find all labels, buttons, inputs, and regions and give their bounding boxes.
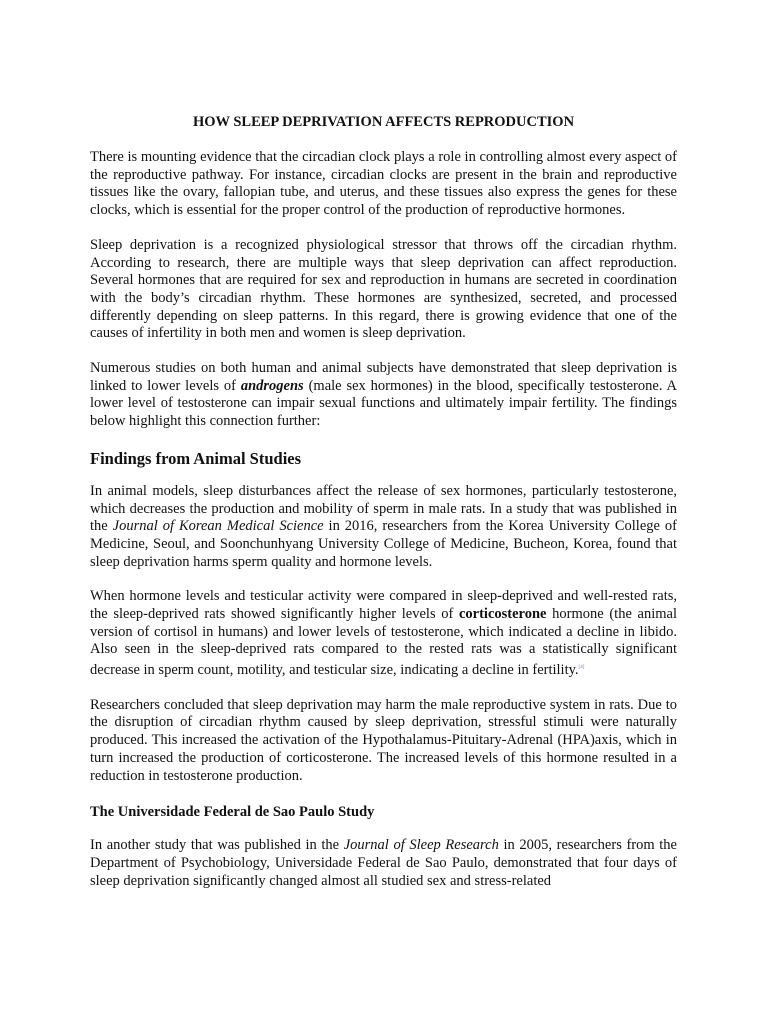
heading-sao-paulo-study: The Universidade Federal de Sao Paulo Study: [90, 804, 375, 821]
paragraph-sleep-research: [90, 837, 677, 890]
paragraph-researchers-concluded: Researchers concluded that sleep deprivation may harm the male reproductive system in rats. Due to the disruption of circadian rhythm caused by sleep deprivation, stressful stimuli were naturally produced. This increased the activation of the Hypothalamus-Pituitary-Adrenal (HPA)axis, which in turn increased the production of corticosterone. The increased levels of this hormone resulted in a reduction in testosterone production.: [90, 696, 677, 784]
document-title: HOW SLEEP DEPRIVATION AFFECTS REPRODUCTION: [192, 114, 575, 130]
paragraph-sleep-stressor: Sleep deprivation is a recognized physiological stressor that throws off the circadian rhythm. According to research, there are multiple ways that sleep deprivation can affect reproduction. Several hormones that are required for sex and reproduction in humans are secreted in coordination with the body’s circadian rhythm. These hormones are synthesized, secreted, and processed differently depending on sleep patterns. In this regard, there is growing evidence that one of the causes of infertility in both men and women is sleep deprivation.: [90, 236, 677, 342]
paragraph-animal-models: [90, 483, 677, 572]
text-run: When hormone levels and testicular activity were compared in sleep-deprived and well-rested rats, the sleep-deprived rats showed significantly higher levels of: [90, 588, 677, 623]
term-corticosterone: corticosterone: [458, 606, 547, 623]
text-run: in 2016, researchers from the Korea University College of Medicine, Seoul, and Soonchunhyang University College of Medicine, Bucheon, Korea, found that sleep deprivation harms sperm quality and hormone levels.: [90, 518, 677, 570]
heading-animal-studies: Findings from Animal Studies: [90, 448, 302, 468]
document-page: [90, 112, 677, 907]
text-run: (male sex hormones) in the blood, specifically testosterone. A lower level of testosterone can impair sexual functions and ultimately impair fertility. The findings below highlight this connection further:: [90, 377, 677, 430]
journal-name: Journal of Korean Medical Science: [112, 518, 324, 535]
paragraph-hormone-levels: [90, 588, 677, 679]
journal-name: Journal of Sleep Research: [343, 837, 499, 854]
text-run: hormone (the animal version of cortisol in humans) and lower levels of testosterone, which indicated a decline in libido. Also seen in the sleep-deprived rats compared to the rested rats was a statistically significant decrease in sperm count, motility, and testicular size, indicating a decline in fertility.: [90, 606, 677, 678]
text-run: Numerous studies on both human and animal subjects have demonstrated that sleep deprivation is linked to lower levels of: [90, 360, 677, 394]
reference-link[interactable]: [4]: [578, 665, 585, 671]
text-run: In another study that was published in the: [90, 837, 344, 854]
text-run: in 2005, researchers from the Department of Psychobiology, Universidade Federal de Sao Paulo, demonstrated that four days of sleep deprivation significantly changed almost all studied sex and stress-related: [90, 837, 677, 889]
term-androgens: androgens: [240, 377, 304, 394]
paragraph-androgens: [90, 360, 677, 431]
text-run: In animal models, sleep disturbances affect the release of sex hormones, particularly testosterone, which decreases the production and mobility of sperm in male rats. In a study that was published in the: [90, 482, 677, 535]
paragraph-circadian-clock: There is mounting evidence that the circadian clock plays a role in controlling almost every aspect of the reproductive pathway. For instance, circadian clocks are present in the brain and reproductive tissues like the ovary, fallopian tube, and uterus, and these tissues also express the genes for these clocks, which is essential for the proper control of the production of reproductive hormones.: [90, 149, 677, 219]
